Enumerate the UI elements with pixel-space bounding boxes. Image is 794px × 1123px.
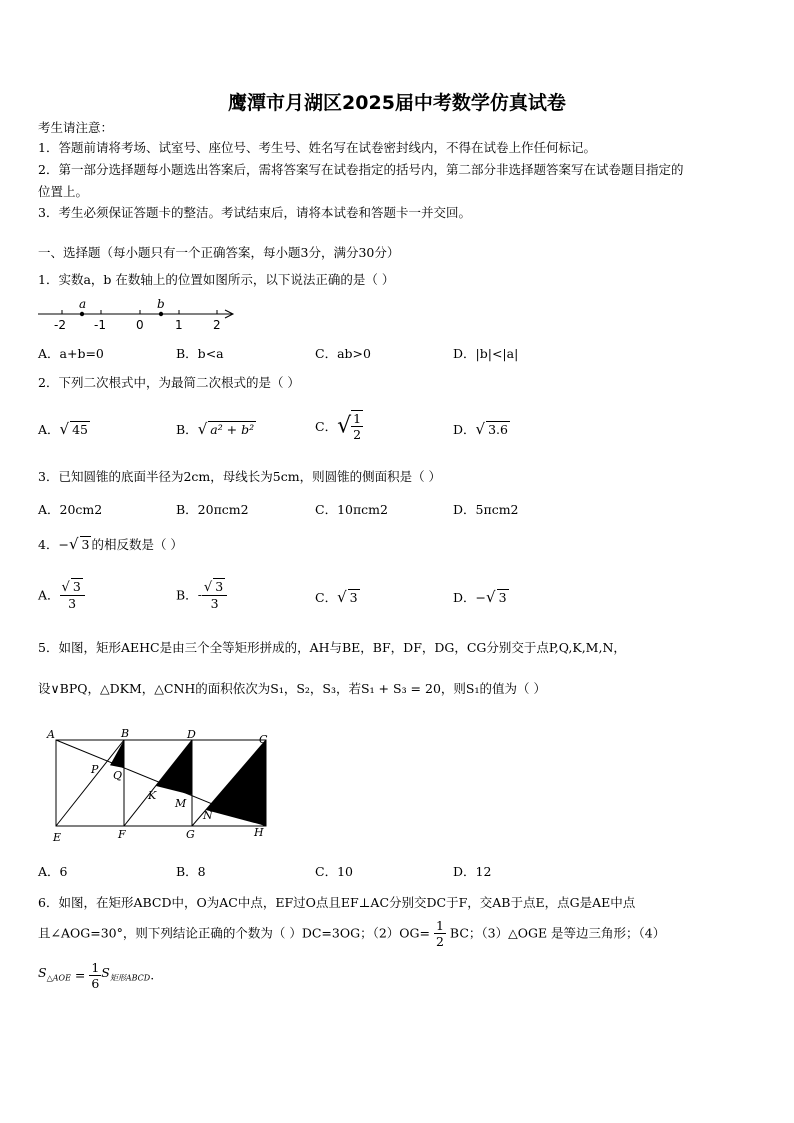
triangle-CNH bbox=[206, 740, 266, 826]
q5-option-b: B．8 bbox=[176, 864, 206, 879]
fraction: $\frac{√ 3}{3}$ bbox=[202, 578, 227, 611]
question-2-stem: 2．下列二次根式中，为最简二次根式的是（ ） bbox=[38, 375, 300, 390]
question-5-line-2: 设∨BPQ，△DKM，△CNH的面积依次为S₁，S₂，S₃，若S₁ + S₃ = 20，则S₁的值为（ ） bbox=[38, 681, 546, 696]
point-b-label: b bbox=[157, 297, 165, 311]
q1-option-d: D．|b|<|a| bbox=[453, 346, 519, 361]
option-label: A． bbox=[38, 422, 60, 437]
option-label: D． bbox=[453, 422, 476, 437]
label-Q: Q bbox=[113, 769, 123, 782]
notice-heading: 考生请注意： bbox=[38, 120, 114, 135]
q3-option-a: A．20cm2 bbox=[38, 502, 103, 517]
sqrt-icon: √ bbox=[59, 420, 70, 438]
tick-label: -1 bbox=[94, 318, 106, 332]
tick-label: -2 bbox=[54, 318, 66, 332]
tick-label: 2 bbox=[213, 318, 221, 332]
tick-label: 1 bbox=[175, 318, 183, 332]
label-P: P bbox=[91, 763, 99, 776]
fraction-half: $\frac{1}{2}$ bbox=[435, 918, 444, 949]
q2-option-c bbox=[315, 410, 363, 442]
notice-item: 3．考生必须保证答题卡的整洁。考试结束后，请将本试卷和答题卡一并交回。 bbox=[38, 205, 471, 220]
question-6-line-1: 6．如图，在矩形ABCD中，O为AC中点，EF过O点且EF⊥AC分别交DC于F，交AB于点E，点G是AE中点 bbox=[38, 895, 636, 910]
label-M: M bbox=[175, 797, 187, 810]
q4-option-c: C．√ 3 bbox=[315, 588, 358, 606]
segment-BE bbox=[56, 740, 124, 826]
label-D: D bbox=[187, 728, 196, 741]
label-G: G bbox=[186, 828, 195, 841]
q5-option-c: C．10 bbox=[315, 864, 353, 879]
rectangle-figure bbox=[44, 726, 274, 846]
q5-option-d: D．12 bbox=[453, 864, 492, 879]
label-K: K bbox=[148, 789, 157, 802]
q4-option-d: D．−√ 3 bbox=[453, 588, 507, 606]
radicand: 3.6 bbox=[488, 422, 508, 437]
question-4-stem: 4．−√ 3 的相反数是（ ） bbox=[38, 535, 183, 553]
fraction: $\frac{1}{2}$ bbox=[353, 411, 362, 442]
label-A: A bbox=[47, 728, 55, 741]
q4-option-a: A． $\frac{√ 3}{3}$ bbox=[38, 578, 85, 611]
page-title: 鹰潭市月湖区2025届中考数学仿真试卷 bbox=[228, 92, 566, 114]
sqrt-icon: √ bbox=[337, 413, 352, 439]
q2-option-b bbox=[176, 420, 256, 438]
q1-option-b: B．b<a bbox=[176, 346, 224, 361]
notice-item: 2．第一部分选择题每小题选出答案后，需将答案写在试卷指定的括号内，第二部分非选择题答案写在试卷题目指定的 bbox=[38, 162, 684, 177]
q4-option-b: B．- $\frac{√ 3}{3}$ bbox=[176, 578, 227, 611]
question-5-line-1: 5．如图，矩形AEHC是由三个全等矩形拼成的，AH与BE，BF，DF，DG，CG分别交于点P,Q,K,M,N， bbox=[38, 640, 626, 655]
q3-option-b: B．20πcm2 bbox=[176, 502, 249, 517]
sqrt-icon: √ bbox=[475, 420, 486, 438]
tick-label: 0 bbox=[136, 318, 144, 332]
label-N: N bbox=[203, 809, 213, 822]
notice-item: 位置上。 bbox=[38, 184, 89, 199]
radicand: a² + b² bbox=[210, 422, 255, 437]
sqrt-icon: √ bbox=[197, 420, 208, 438]
label-B: B bbox=[121, 727, 130, 740]
question-6-line-2: 且∠AOG=30°，则下列结论正确的个数为（ ）DC=3OG；（2）OG= $\frac{1}{2}$ BC；（3）△OGE 是等边三角形；（4） bbox=[38, 918, 666, 949]
q3-option-c: C．10πcm2 bbox=[315, 502, 388, 517]
fraction: $\frac{√ 3}{3}$ bbox=[60, 578, 85, 611]
section-heading: 一、选择题（每小题只有一个正确答案，每小题3分，满分30分） bbox=[38, 245, 400, 260]
q1-option-a: A．a+b=0 bbox=[38, 346, 104, 361]
option-label: C． bbox=[315, 419, 338, 434]
point-b-dot bbox=[159, 312, 163, 316]
label-F: F bbox=[118, 828, 126, 841]
fraction-sixth: $\frac{1}{6}$ bbox=[91, 960, 100, 991]
q1-option-c: C．ab>0 bbox=[315, 346, 371, 361]
notice-item: 1．答题前请将考场、试室号、座位号、考生号、姓名写在试卷密封线内，不得在试卷上作任何标记。 bbox=[38, 140, 596, 155]
sqrt-icon: √ bbox=[486, 588, 496, 606]
radicand: 45 bbox=[72, 422, 88, 437]
label-E: E bbox=[53, 831, 62, 844]
triangle-BPQ bbox=[110, 740, 124, 768]
sqrt-icon: √ bbox=[337, 588, 347, 606]
triangle-DKM bbox=[156, 740, 192, 795]
label-C: C bbox=[259, 733, 268, 746]
label-H: H bbox=[254, 826, 264, 839]
point-a-dot bbox=[80, 312, 84, 316]
question-3-stem: 3．已知圆锥的底面半径为2cm，母线长为5cm，则圆锥的侧面积是（ ） bbox=[38, 469, 442, 484]
q2-option-a bbox=[38, 420, 90, 438]
question-6-line-3: $S_{\triangle AOE}$ = $\frac{1}{6}$ $S_{矩形ABCD}$. bbox=[38, 960, 155, 991]
q3-option-d: D．5πcm2 bbox=[453, 502, 519, 517]
q5-option-a: A．6 bbox=[38, 864, 68, 879]
point-a-label: a bbox=[79, 297, 87, 311]
sqrt-icon: √ bbox=[68, 535, 79, 553]
number-line-figure bbox=[36, 296, 236, 334]
option-label: B． bbox=[176, 422, 198, 437]
q2-option-d bbox=[453, 420, 510, 438]
question-1-stem: 1．实数a，b 在数轴上的位置如图所示，以下说法正确的是（ ） bbox=[38, 272, 395, 287]
